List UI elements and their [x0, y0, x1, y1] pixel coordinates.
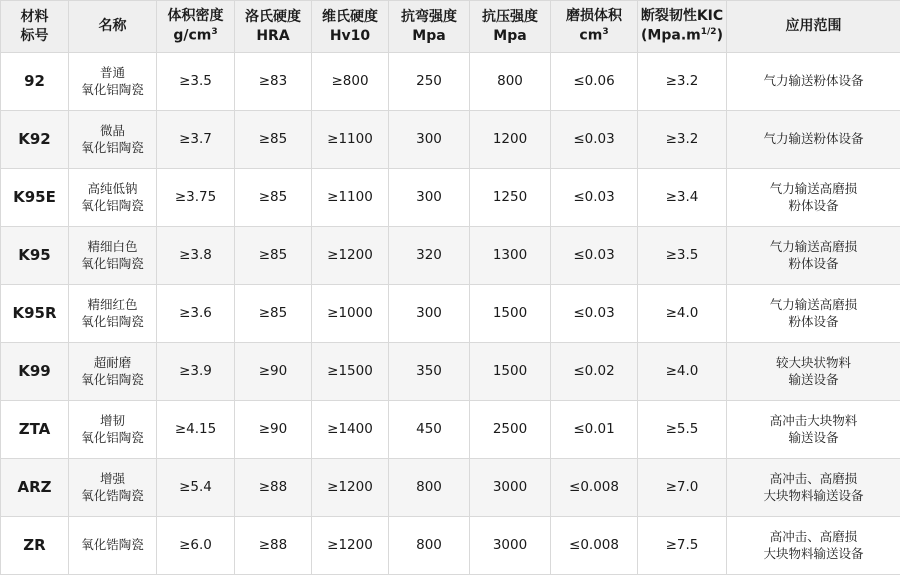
cell-fracture-toughness: ≥7.0 — [638, 459, 727, 517]
cell-application — [727, 401, 900, 459]
cell-vickers-hardness: ≥1400 — [312, 401, 389, 459]
cell-bulk-density: ≥3.5 — [157, 53, 235, 111]
cell-bending-strength: 320 — [389, 227, 470, 285]
cell-name-line: 增强 — [99, 470, 125, 486]
cell-name — [69, 285, 157, 343]
cell-application-line: 大块物料输送设备 — [763, 545, 864, 561]
header-rockwell-hardness: 洛氏硬度 HRA — [235, 1, 312, 53]
table-row — [1, 111, 900, 169]
cell-application-line: 粉体设备 — [788, 313, 839, 329]
table-row — [1, 517, 900, 575]
cell-bulk-density: ≥3.75 — [157, 169, 235, 227]
cell-bending-strength: 300 — [389, 285, 470, 343]
cell-name-line: 超耐磨 — [93, 354, 132, 370]
cell-rockwell-hardness: ≥85 — [235, 169, 312, 227]
cell-bending-strength: 800 — [389, 517, 470, 575]
cell-fracture-toughness: ≥4.0 — [638, 285, 727, 343]
cell-application — [727, 53, 900, 111]
cell-vickers-hardness: ≥1000 — [312, 285, 389, 343]
cell-application-line: 粉体设备 — [788, 255, 839, 271]
cell-name — [69, 169, 157, 227]
cell-material-code: ZTA — [1, 401, 69, 459]
cell-name-line: 氧化铝陶瓷 — [81, 255, 144, 271]
cell-bulk-density: ≥5.4 — [157, 459, 235, 517]
cell-name-line: 精细红色 — [87, 296, 138, 312]
cell-bulk-density: ≥3.7 — [157, 111, 235, 169]
cell-wear-volume: ≤0.01 — [551, 401, 638, 459]
cell-application-line: 气力输送高磨损 — [769, 296, 858, 312]
cell-vickers-hardness: ≥1100 — [312, 169, 389, 227]
cell-compressive-strength: 1500 — [470, 285, 551, 343]
cell-name-line: 增韧 — [99, 412, 125, 428]
cell-application-line: 粉体设备 — [788, 197, 839, 213]
cell-name-line: 氧化铝陶瓷 — [81, 371, 144, 387]
cell-name-line: 精细白色 — [87, 238, 138, 254]
cell-name — [69, 111, 157, 169]
cell-application-line: 较大块状物料 — [775, 354, 851, 370]
cell-application-line: 气力输送粉体设备 — [763, 73, 864, 89]
cell-application — [727, 343, 900, 401]
cell-name — [69, 517, 157, 575]
cell-rockwell-hardness: ≥85 — [235, 227, 312, 285]
cell-name-line: 氧化锆陶瓷 — [81, 487, 144, 503]
cell-fracture-toughness: ≥3.4 — [638, 169, 727, 227]
cell-name-line: 氧化铝陶瓷 — [81, 81, 144, 97]
header-bending-strength: 抗弯强度 Mpa — [389, 1, 470, 53]
header-name: 名称 — [69, 1, 157, 53]
cell-bending-strength: 450 — [389, 401, 470, 459]
header-wear-volume: 磨损体积 $cm^3$ — [551, 1, 638, 53]
cell-name-line: 氧化铝陶瓷 — [81, 197, 144, 213]
cell-compressive-strength: 1500 — [470, 343, 551, 401]
cell-name-line: 氧化铝陶瓷 — [81, 429, 144, 445]
cell-name-line: 氧化铝陶瓷 — [81, 313, 144, 329]
cell-application — [727, 517, 900, 575]
cell-wear-volume: ≤0.03 — [551, 227, 638, 285]
cell-bulk-density: ≥3.9 — [157, 343, 235, 401]
cell-application-line: 气力输送高磨损 — [769, 238, 858, 254]
cell-name — [69, 401, 157, 459]
cell-rockwell-hardness: ≥88 — [235, 517, 312, 575]
cell-vickers-hardness: ≥800 — [312, 53, 389, 111]
cell-name — [69, 227, 157, 285]
cell-bulk-density: ≥3.8 — [157, 227, 235, 285]
cell-vickers-hardness: ≥1500 — [312, 343, 389, 401]
cell-fracture-toughness: ≥3.5 — [638, 227, 727, 285]
cell-fracture-toughness: ≥4.0 — [638, 343, 727, 401]
cell-rockwell-hardness: ≥90 — [235, 401, 312, 459]
cell-application — [727, 285, 900, 343]
cell-rockwell-hardness: ≥90 — [235, 343, 312, 401]
cell-material-code: K92 — [1, 111, 69, 169]
cell-compressive-strength: 3000 — [470, 459, 551, 517]
cell-wear-volume: ≤0.008 — [551, 517, 638, 575]
header-fracture-toughness: 断裂韧性KIC $(Mpa.m^{1/2})$ — [638, 1, 727, 53]
header-compressive-strength: 抗压强度 Mpa — [470, 1, 551, 53]
cell-vickers-hardness: ≥1100 — [312, 111, 389, 169]
cell-vickers-hardness: ≥1200 — [312, 459, 389, 517]
cell-application — [727, 169, 900, 227]
table-row — [1, 169, 900, 227]
cell-name-line: 微晶 — [99, 122, 125, 138]
cell-vickers-hardness: ≥1200 — [312, 517, 389, 575]
header-material-code: 材料 标号 — [1, 1, 69, 53]
cell-rockwell-hardness: ≥83 — [235, 53, 312, 111]
table-row — [1, 53, 900, 111]
table-row — [1, 285, 900, 343]
cell-material-code: K95E — [1, 169, 69, 227]
cell-wear-volume: ≤0.03 — [551, 169, 638, 227]
cell-material-code: ARZ — [1, 459, 69, 517]
cell-application-line: 大块物料输送设备 — [763, 487, 864, 503]
cell-rockwell-hardness: ≥85 — [235, 111, 312, 169]
header-application-scope: 应用范围 — [727, 1, 900, 53]
cell-compressive-strength: 3000 — [470, 517, 551, 575]
cell-material-code: K95R — [1, 285, 69, 343]
table-row — [1, 401, 900, 459]
cell-application — [727, 227, 900, 285]
cell-application-line: 高冲击、高磨损 — [769, 470, 858, 486]
cell-fracture-toughness: ≥3.2 — [638, 111, 727, 169]
cell-material-code: K99 — [1, 343, 69, 401]
cell-name-line: 氧化铝陶瓷 — [81, 139, 144, 155]
table-header — [1, 1, 900, 53]
cell-application-line: 输送设备 — [788, 429, 839, 445]
cell-bulk-density: ≥3.6 — [157, 285, 235, 343]
cell-bending-strength: 300 — [389, 169, 470, 227]
cell-wear-volume: ≤0.008 — [551, 459, 638, 517]
cell-application-line: 气力输送高磨损 — [769, 180, 858, 196]
cell-vickers-hardness: ≥1200 — [312, 227, 389, 285]
cell-bending-strength: 350 — [389, 343, 470, 401]
cell-name-line: 氧化锆陶瓷 — [81, 537, 144, 553]
cell-material-code: 92 — [1, 53, 69, 111]
table-row — [1, 343, 900, 401]
cell-compressive-strength: 1250 — [470, 169, 551, 227]
cell-material-code: ZR — [1, 517, 69, 575]
table-row — [1, 227, 900, 285]
header-bulk-density: 体积密度 $g/cm^3$ — [157, 1, 235, 53]
cell-name-line: 普通 — [99, 64, 125, 80]
cell-rockwell-hardness: ≥88 — [235, 459, 312, 517]
cell-application — [727, 111, 900, 169]
cell-rockwell-hardness: ≥85 — [235, 285, 312, 343]
cell-compressive-strength: 1300 — [470, 227, 551, 285]
cell-application-line: 高冲击大块物料 — [769, 412, 858, 428]
cell-name-line: 高纯低钠 — [87, 180, 138, 196]
cell-fracture-toughness: ≥5.5 — [638, 401, 727, 459]
table-body — [1, 53, 900, 575]
cell-compressive-strength: 1200 — [470, 111, 551, 169]
cell-fracture-toughness: ≥7.5 — [638, 517, 727, 575]
cell-name — [69, 343, 157, 401]
cell-bending-strength: 300 — [389, 111, 470, 169]
cell-fracture-toughness: ≥3.2 — [638, 53, 727, 111]
cell-bending-strength: 800 — [389, 459, 470, 517]
cell-name — [69, 459, 157, 517]
cell-application-line: 输送设备 — [788, 371, 839, 387]
cell-wear-volume: ≤0.03 — [551, 111, 638, 169]
header-vickers-hardness: 维氏硬度 Hv10 — [312, 1, 389, 53]
cell-application-line: 高冲击、高磨损 — [769, 528, 858, 544]
cell-bulk-density: ≥6.0 — [157, 517, 235, 575]
cell-material-code: K95 — [1, 227, 69, 285]
cell-application-line: 气力输送粉体设备 — [763, 131, 864, 147]
table-row — [1, 459, 900, 517]
cell-name — [69, 53, 157, 111]
cell-wear-volume: ≤0.03 — [551, 285, 638, 343]
cell-bending-strength: 250 — [389, 53, 470, 111]
header-row — [1, 1, 900, 53]
cell-wear-volume: ≤0.06 — [551, 53, 638, 111]
cell-compressive-strength: 800 — [470, 53, 551, 111]
cell-wear-volume: ≤0.02 — [551, 343, 638, 401]
cell-bulk-density: ≥4.15 — [157, 401, 235, 459]
cell-application — [727, 459, 900, 517]
cell-compressive-strength: 2500 — [470, 401, 551, 459]
